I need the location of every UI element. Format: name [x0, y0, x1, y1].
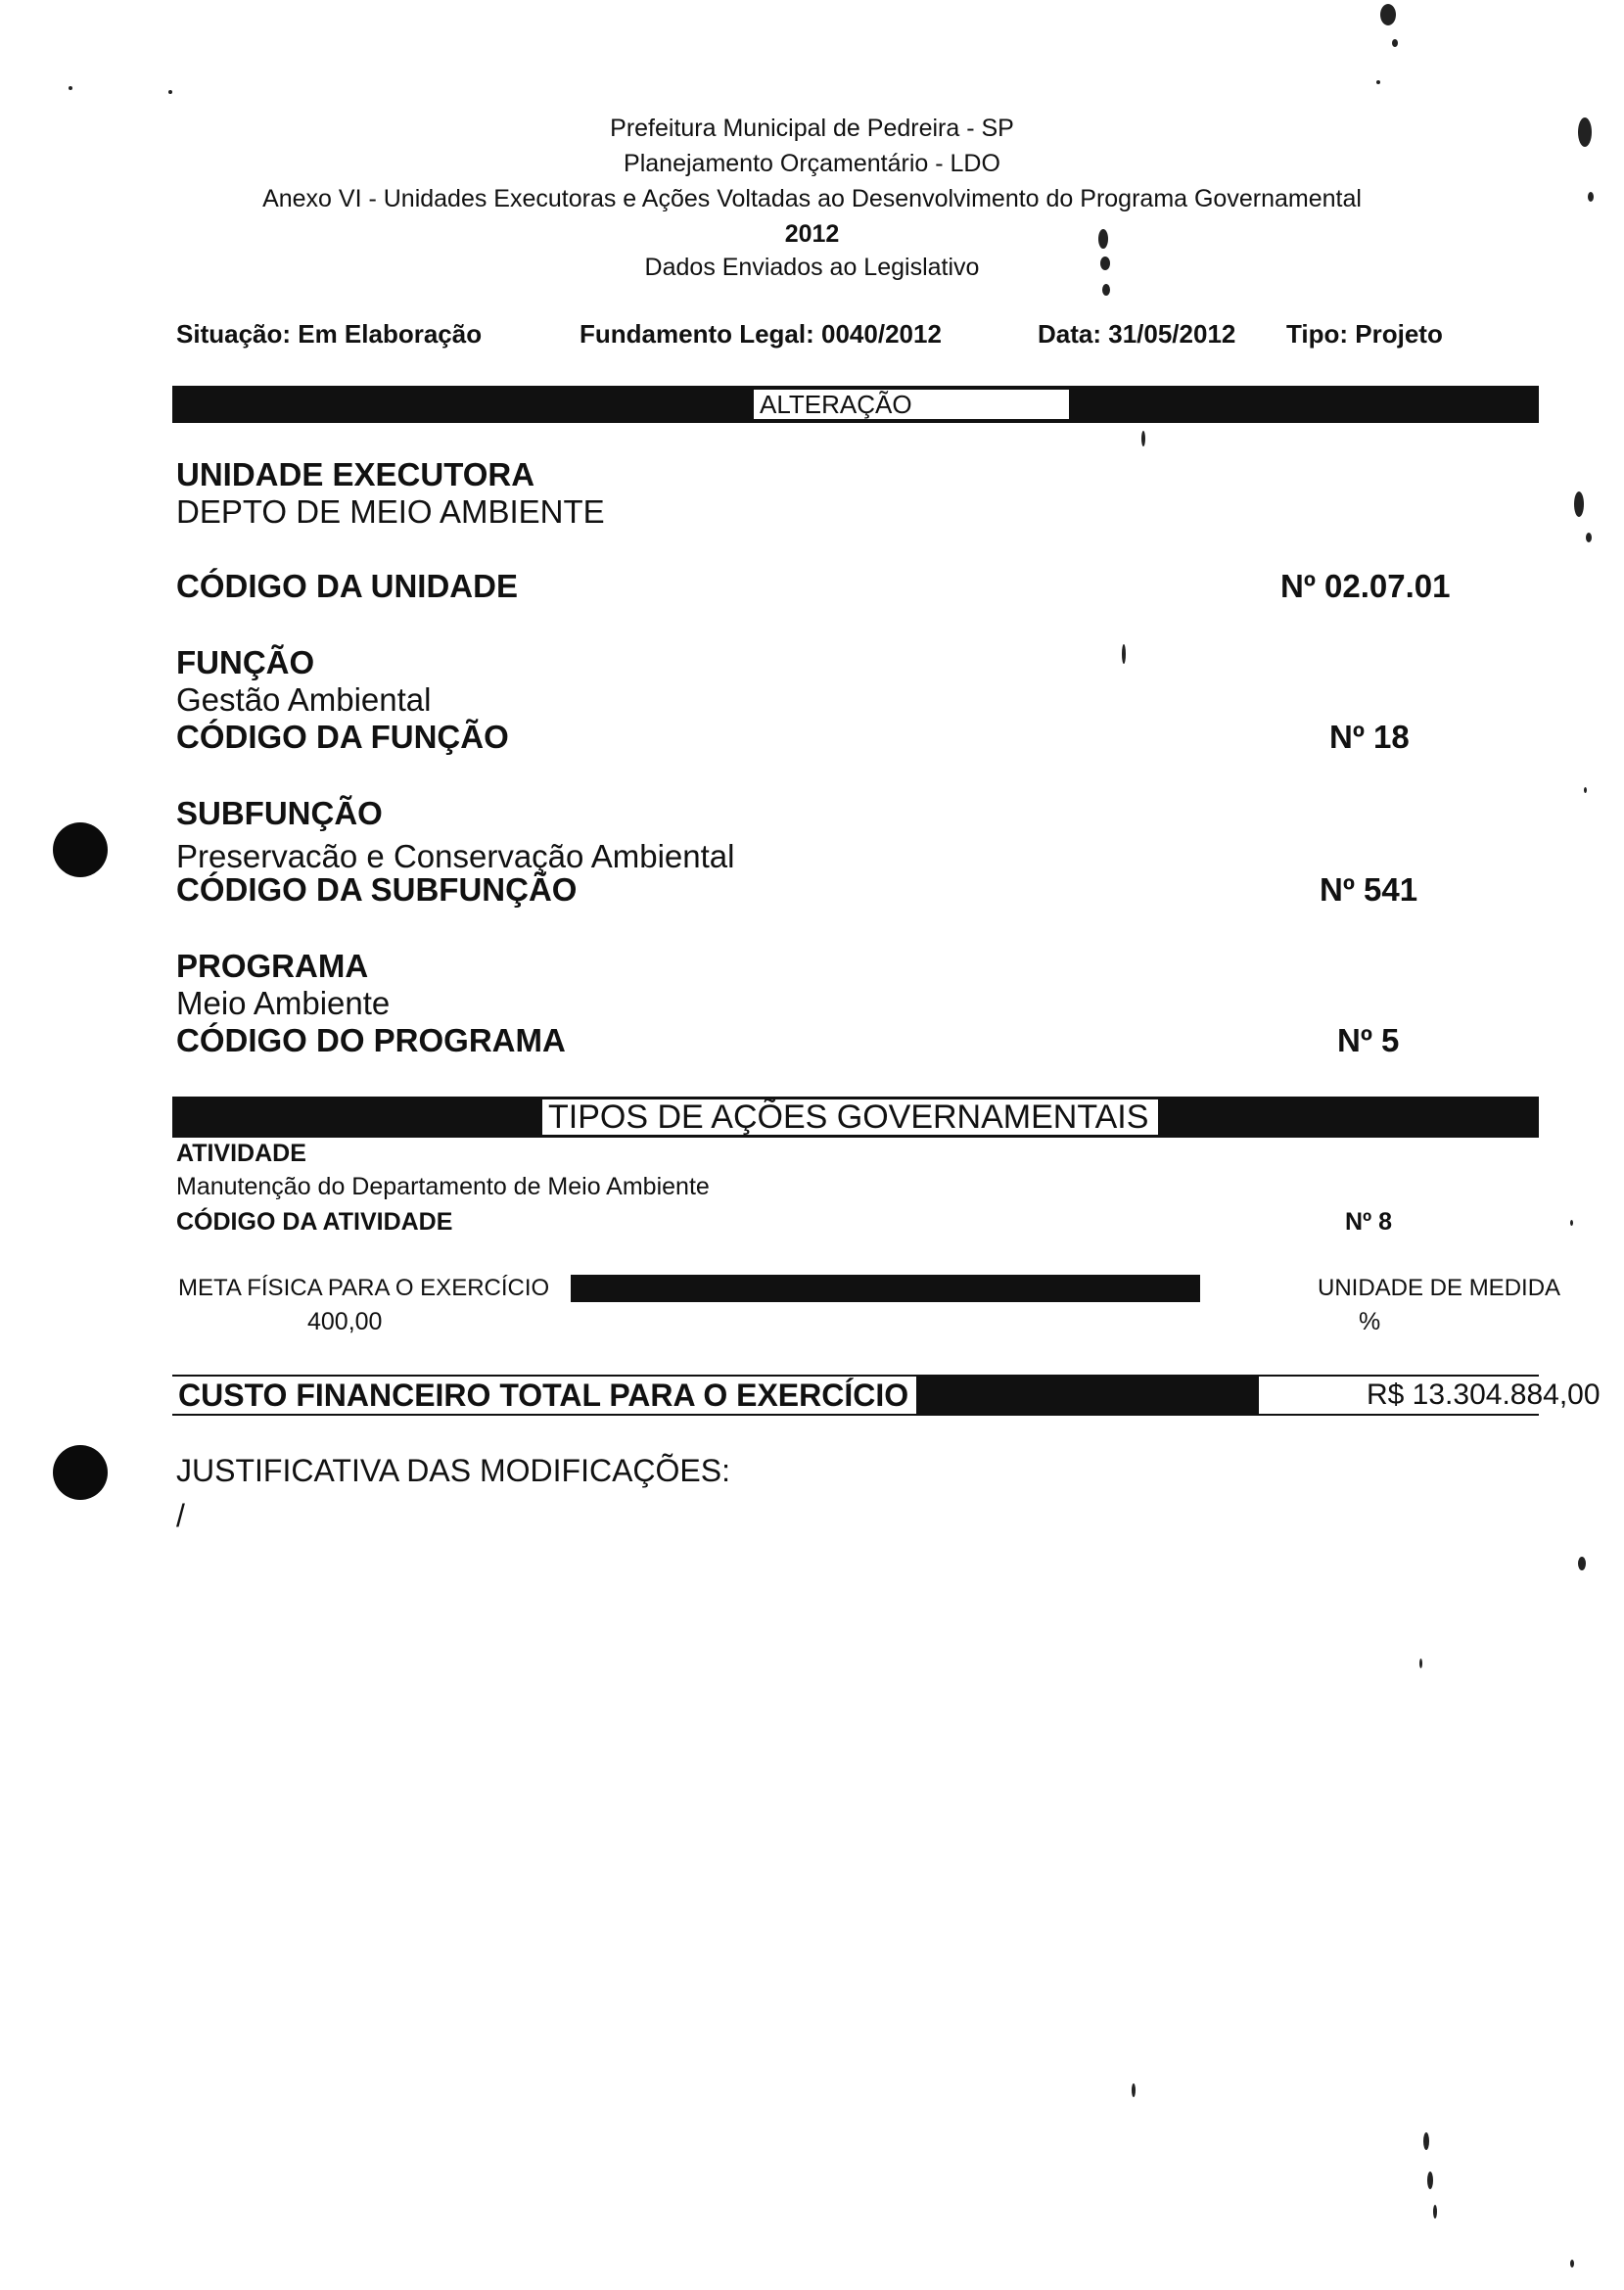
codigo-atividade-label: CÓDIGO DA ATIVIDADE: [176, 1208, 453, 1236]
tipo-text: Tipo: Projeto: [1286, 319, 1443, 349]
scan-speck: [1433, 2205, 1437, 2219]
alteracao-label: ALTERAÇÃO: [754, 390, 1069, 419]
unidade-executora-title: UNIDADE EXECUTORA: [176, 456, 535, 492]
tipos-acoes-label: TIPOS DE AÇÕES GOVERNAMENTAIS: [542, 1099, 1158, 1135]
subfuncao-title: SUBFUNÇÃO: [176, 795, 383, 831]
atividade-title: ATIVIDADE: [176, 1140, 306, 1167]
codigo-atividade-value: Nº 8: [1345, 1208, 1393, 1236]
unidade-executora-value: DEPTO DE MEIO AMBIENTE: [176, 493, 605, 530]
custo-financeiro-label: CUSTO FINANCEIRO TOTAL PARA O EXERCÍCIO: [172, 1377, 916, 1414]
scan-speck: [1588, 192, 1594, 202]
scan-speck: [1427, 2172, 1433, 2189]
codigo-subfuncao-label: CÓDIGO DA SUBFUNÇÃO: [176, 871, 578, 908]
scan-speck: [1141, 431, 1145, 446]
codigo-unidade-value: Nº 02.07.01: [1280, 568, 1451, 604]
funcao-title: FUNÇÃO: [176, 644, 315, 680]
fundamento-legal-text: Fundamento Legal: 0040/2012: [580, 319, 942, 349]
tipos-acoes-band: [172, 1097, 1539, 1138]
codigo-unidade-label: CÓDIGO DA UNIDADE: [176, 568, 518, 604]
header-prefeitura: Prefeitura Municipal de Pedreira - SP: [610, 115, 1014, 142]
unidade-medida-label: UNIDADE DE MEDIDA: [1200, 1275, 1566, 1302]
codigo-funcao-value: Nº 18: [1329, 719, 1410, 755]
scan-speck: [1574, 491, 1584, 517]
meta-fisica-label: META FÍSICA PARA O EXERCÍCIO: [172, 1275, 571, 1302]
scan-speck: [168, 90, 172, 94]
subfuncao-value: Preservacão e Conservação Ambiental: [176, 838, 735, 874]
scan-speck: [1098, 229, 1108, 249]
scan-speck: [1419, 1659, 1422, 1668]
scan-speck: [1132, 2083, 1136, 2097]
programa-value: Meio Ambiente: [176, 985, 391, 1021]
codigo-subfuncao-value: Nº 541: [1320, 871, 1418, 908]
unidade-medida-value: %: [1359, 1308, 1381, 1335]
atividade-value: Manutenção do Departamento de Meio Ambiente: [176, 1173, 710, 1200]
scan-speck: [1586, 533, 1592, 542]
data-text: Data: 31/05/2012: [1038, 319, 1236, 349]
funcao-value: Gestão Ambiental: [176, 681, 432, 718]
scan-speck: [69, 86, 72, 90]
situacao-text: Situação: Em Elaboração: [176, 319, 483, 349]
header-dados-enviados: Dados Enviados ao Legislativo: [644, 254, 980, 281]
scan-speck: [1570, 2260, 1574, 2267]
codigo-funcao-label: CÓDIGO DA FUNÇÃO: [176, 719, 509, 755]
scan-speck: [1578, 1557, 1586, 1570]
scan-speck: [1122, 644, 1126, 664]
punch-hole-bottom: [53, 1445, 108, 1500]
scan-speck: [1584, 787, 1587, 793]
header-planejamento: Planejamento Orçamentário - LDO: [624, 150, 1000, 177]
header-year: 2012: [784, 220, 840, 248]
header-anexo: Anexo VI - Unidades Executoras e Ações Voltadas ao Desenvolvimento do Programa Governamental: [262, 185, 1362, 212]
codigo-programa-label: CÓDIGO DO PROGRAMA: [176, 1022, 566, 1058]
custo-financeiro-band: [172, 1375, 1601, 1416]
custo-financeiro-value: R$ 13.304.884,00: [1259, 1377, 1604, 1414]
meta-fisica-value: 400,00: [307, 1308, 383, 1335]
scan-speck: [1423, 2132, 1429, 2150]
scan-speck: [1376, 80, 1380, 84]
scan-speck: [1380, 4, 1396, 25]
meta-fisica-band: [172, 1275, 1561, 1302]
punch-hole-top: [53, 822, 108, 877]
scan-speck: [1570, 1220, 1573, 1226]
scan-speck: [1392, 39, 1398, 47]
scan-speck: [1100, 257, 1110, 270]
alteracao-band: [172, 386, 1539, 423]
justificativa-value: /: [176, 1498, 185, 1533]
scan-speck: [1578, 117, 1592, 147]
programa-title: PROGRAMA: [176, 948, 369, 984]
codigo-programa-value: Nº 5: [1337, 1022, 1400, 1058]
justificativa-label: JUSTIFICATIVA DAS MODIFICAÇÕES:: [176, 1453, 730, 1488]
scan-speck: [1102, 284, 1110, 296]
